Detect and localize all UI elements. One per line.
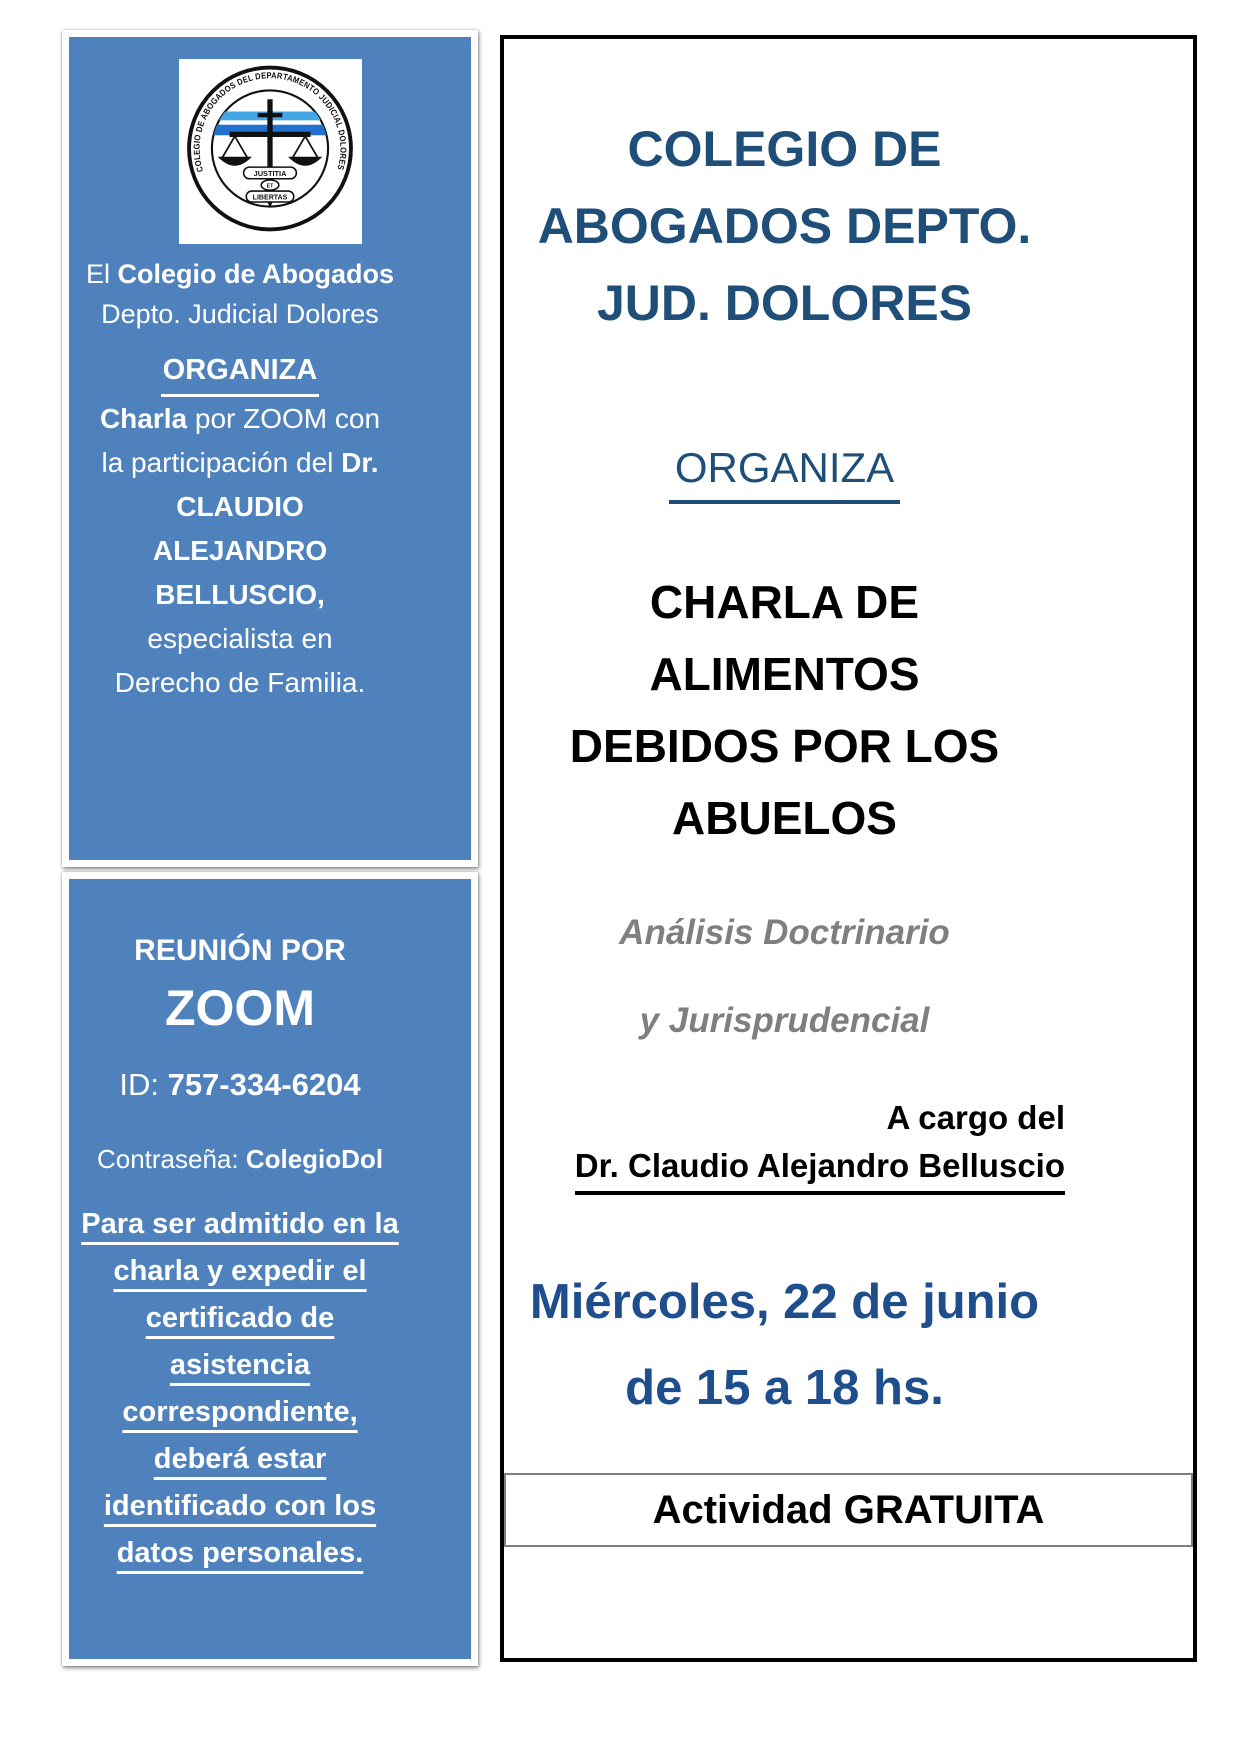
colegio-logo [179,59,362,244]
zoom-label: ZOOM [165,980,315,1036]
admission-note: Para ser admitido en la charla y expedir el certificado de asistencia correspondiente, deberá estar identificado con los datos personales. [81,1208,399,1569]
main-panel [500,35,1197,1662]
talk-title [504,566,1065,854]
intro-prefix: El [85,259,118,289]
speaker-name-bold: Dr. CLAUDIO ALEJANDRO BELLUSCIO, [152,447,379,610]
organizer-intro [69,254,411,334]
left-top-panel [62,30,478,867]
main-title-line: ABOGADOS DEPTO. [537,198,1032,254]
charla-bold: Charla [99,403,188,434]
meeting-id-label: ID: [119,1067,168,1102]
panel1-description [93,397,388,705]
talk-title-line: ALIMENTOS [649,648,920,700]
main-organiza-heading: ORGANIZA [504,444,1065,504]
intro-organization-name: Colegio de Abogados [117,259,394,289]
password-line [69,1139,411,1179]
password-label: Contraseña: [96,1144,246,1174]
talk-title-line: ABUELOS [672,792,897,844]
left-bottom-panel [62,872,478,1666]
seal-ring-text: COLEGIO DE ABOGADOS DEL DEPARTAMENTO JUDICIAL DOLORES [191,69,349,173]
free-activity-banner: Actividad GRATUITA [504,1473,1193,1547]
meeting-id-value: 757-334-6204 [167,1067,361,1102]
talk-title-line: CHARLA DE [649,576,920,628]
event-date-line: de 15 a 18 hs. [625,1361,944,1415]
seal-banner-et: ET [266,182,274,189]
talk-subtitle-line1: Análisis Doctrinario [619,913,950,952]
meeting-id-line [69,1063,411,1107]
description-middle: por ZOOM con la participación del [101,403,381,478]
talk-subtitle-line2: y Jurisprudencial [639,1001,930,1040]
main-title [504,111,1065,342]
main-title-line: COLEGIO DE [627,121,942,177]
reunion-por-label: REUNIÓN POR [134,934,346,967]
seal-banner-libertas: LIBERTAS [252,194,288,202]
description-tail: especialista en Derecho de Familia. [114,623,366,698]
intro-line2: Depto. Judicial Dolores [101,299,379,329]
talk-title-line: DEBIDOS POR LOS [569,720,1000,772]
speaker-line [504,1146,1065,1195]
panel1-organiza-heading: ORGANIZA [69,348,411,397]
colegio-seal-icon [182,63,358,241]
speaker-name: Dr. Claudio Alejandro Belluscio [575,1146,1065,1195]
cargo-line: A cargo del [886,1099,1065,1136]
seal-banner-justitia: JUSTITIA [253,168,287,178]
main-title-line: JUD. DOLORES [596,275,973,331]
event-date [504,1259,1065,1431]
password-value: ColegioDol [245,1144,384,1174]
event-date-line: Miércoles, 22 de junio [529,1275,1040,1329]
